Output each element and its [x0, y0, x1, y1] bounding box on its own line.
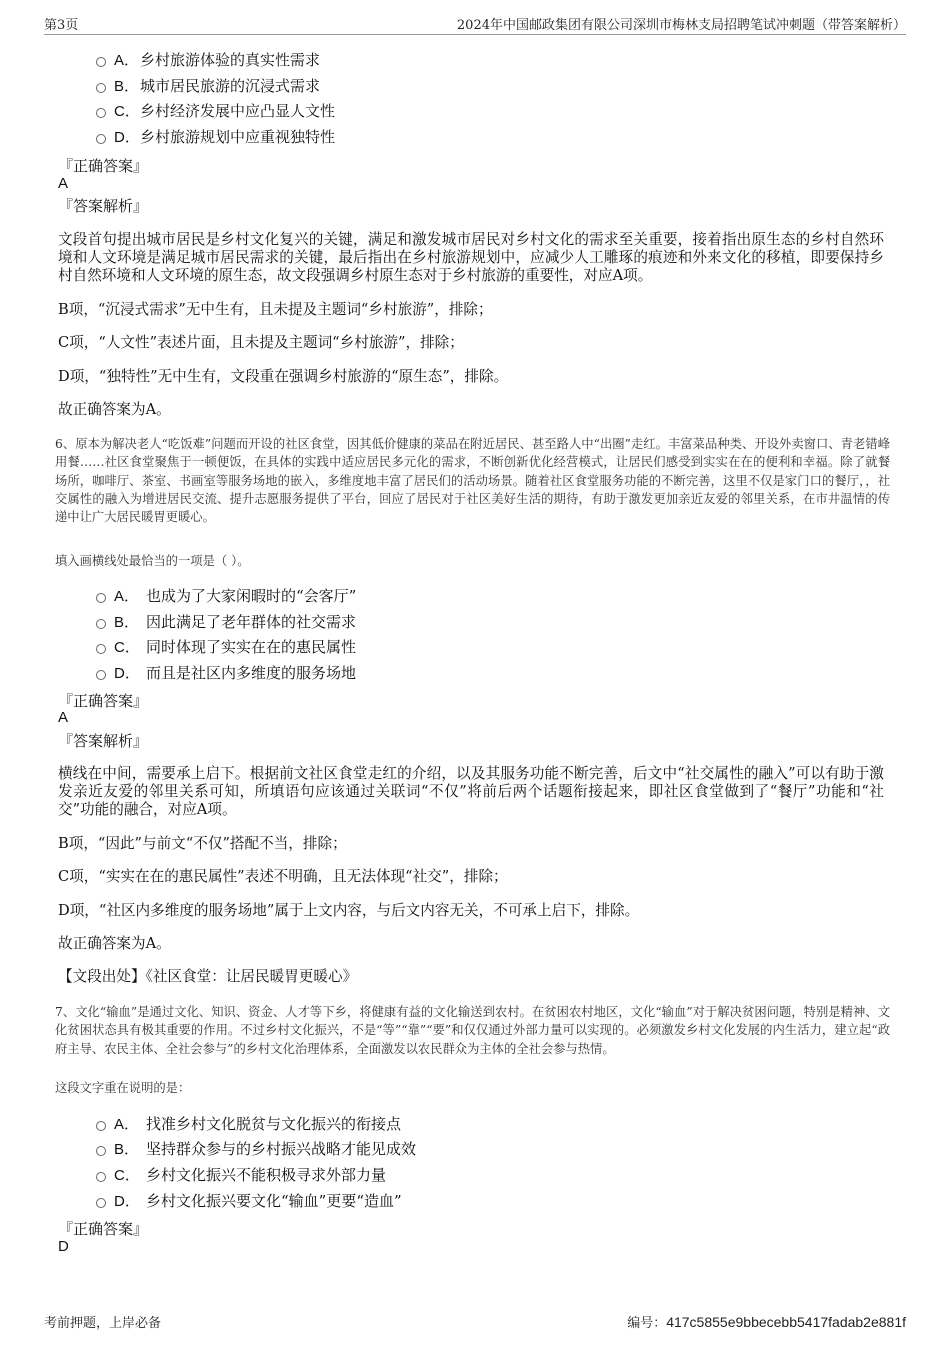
radio-icon[interactable]: [96, 57, 106, 67]
footer-code: [627, 1312, 906, 1331]
radio-icon[interactable]: [96, 1121, 106, 1131]
radio-icon[interactable]: [96, 619, 106, 629]
document-title: 2024年中国邮政集团有限公司深圳市梅林支局招聘笔试冲刺题（带答案解析）: [456, 18, 906, 33]
page-number: 第3页: [44, 18, 79, 33]
q6-stem: 6、原本为解决老人“吃饭难”问题而开设的社区食堂，因其低价健康的菜品在附近居民、甚至路人中“出圈”走红。丰富菜品种类、开设外卖窗口、青老错峰用餐……社区食堂聚焦于一顿便饭，在具体的实践中适应居民多元化的需求，不断创新优化经营模式，让居民们感受到实实在在的便利和幸福。除了就餐场所，咖啡厅、茶室、书画室等服务场地的嵌入，多维度地丰富了居民们的活动场景。随着社区食堂服务功能的不断完善，这里不仅是家门口的餐厅，，社交属性的融入为增进居民交流、提升志愿服务提供了平台，回应了居民对于社区美好生活的期待，有助于激发更加亲近友爱的邻里关系，在市井温情的传递中让广大居民暖胃更暖心。: [55, 437, 890, 525]
q6-answer: A: [58, 709, 69, 726]
radio-icon[interactable]: [96, 1172, 106, 1182]
q6-conclusion: 故正确答案为A。: [58, 935, 171, 952]
q6-prompt: 填入画横线处最恰当的一项是（ ）。: [55, 554, 250, 568]
q7-prompt: 这段文字重在说明的是：: [55, 1081, 191, 1095]
q5-analysis-d: D项，“独特性”无中生有，文段重在强调乡村旅游的“原生态”，排除。: [58, 368, 509, 385]
radio-icon[interactable]: [96, 670, 106, 680]
q5-analysis: 文段首句提出城市居民是乡村文化复兴的关键，满足和激发城市居民对乡村文化的需求至关重要，接着指出原生态的乡村自然环境和人文环境是满足城市居民需求的关键，最后指出在乡村旅游规划中，应减少人工雕琢的痕迹和外来文化的移植，即要保持乡村自然环境和人文环境的原生态，故文段强调乡村原生态对于乡村旅游的重要性，对应A项。: [58, 231, 884, 284]
q5-analysis-label: 『答案解析』: [58, 197, 149, 215]
radio-icon[interactable]: [96, 108, 106, 118]
radio-icon[interactable]: [96, 1146, 106, 1156]
q5-conclusion: 故正确答案为A。: [58, 401, 171, 418]
q6-analysis: 横线在中间，需要承上启下。根据前文社区食堂走红的介绍，以及其服务功能不断完善，后文中“社交属性的融入”可以有助于激发亲近友爱的邻里关系可知，所填语句应该通过关联词“不仅”将前后两个话题衔接起来，即社区食堂做到了“餐厅”功能和“社交”功能的融合，对应A项。: [58, 765, 884, 818]
q7-answer: D: [58, 1238, 69, 1255]
radio-icon[interactable]: [96, 83, 106, 93]
q7-answer-label: 『正确答案』: [58, 1220, 149, 1238]
q5-answer: A: [58, 175, 69, 192]
q6-analysis-b: B项，“因此”与前文“不仅”搭配不当，排除；: [58, 835, 347, 852]
page-footer: [44, 1312, 906, 1332]
q6-analysis-label: 『答案解析』: [58, 732, 149, 750]
page-header: [44, 12, 906, 35]
q7-stem: 7、文化“输血”是通过文化、知识、资金、人才等下乡，将健康有益的文化输送到农村。在贫困农村地区，文化“输血”对于解决贫困问题，特别是精神、文化贫困状态具有极其重要的作用。不过乡村文化振兴，不是“等”“靠”“要”和仅仅通过外部力量可以实现的。必须激发乡村文化发展的内生活力，建立起“政府主导、农民主体、全社会参与”的乡村文化治理体系，全面激发以农民群众为主体的全社会参与热情。: [55, 1005, 890, 1056]
q6-analysis-d: D项，“社区内多维度的服务场地”属于上文内容，与后文内容无关，不可承上启下，排除。: [58, 902, 640, 919]
radio-icon[interactable]: [96, 1198, 106, 1208]
footer-slogan: 考前押题，上岸必备: [44, 1316, 162, 1331]
q6-source: 【文段出处】《社区食堂：让居民暖胃更暖心》: [58, 968, 358, 985]
radio-icon[interactable]: [96, 134, 106, 144]
q6-analysis-c: C项，“实实在在的惠民属性”表述不明确，且无法体现“社交”，排除；: [58, 868, 508, 885]
q6-answer-label: 『正确答案』: [58, 692, 149, 710]
footer-code-value: 417c5855e9bbecebb5417fadab2e881f: [666, 1314, 906, 1330]
q5-analysis-b: B项，“沉浸式需求”无中生有，且未提及主题词“乡村旅游”，排除；: [58, 301, 493, 318]
q5-analysis-c: C项，“人文性”表述片面，且未提及主题词“乡村旅游”，排除；: [58, 334, 464, 351]
footer-code-label: 编号：: [627, 1316, 667, 1331]
q5-answer-label: 『正确答案』: [58, 157, 149, 175]
radio-icon[interactable]: [96, 593, 106, 603]
radio-icon[interactable]: [96, 644, 106, 654]
